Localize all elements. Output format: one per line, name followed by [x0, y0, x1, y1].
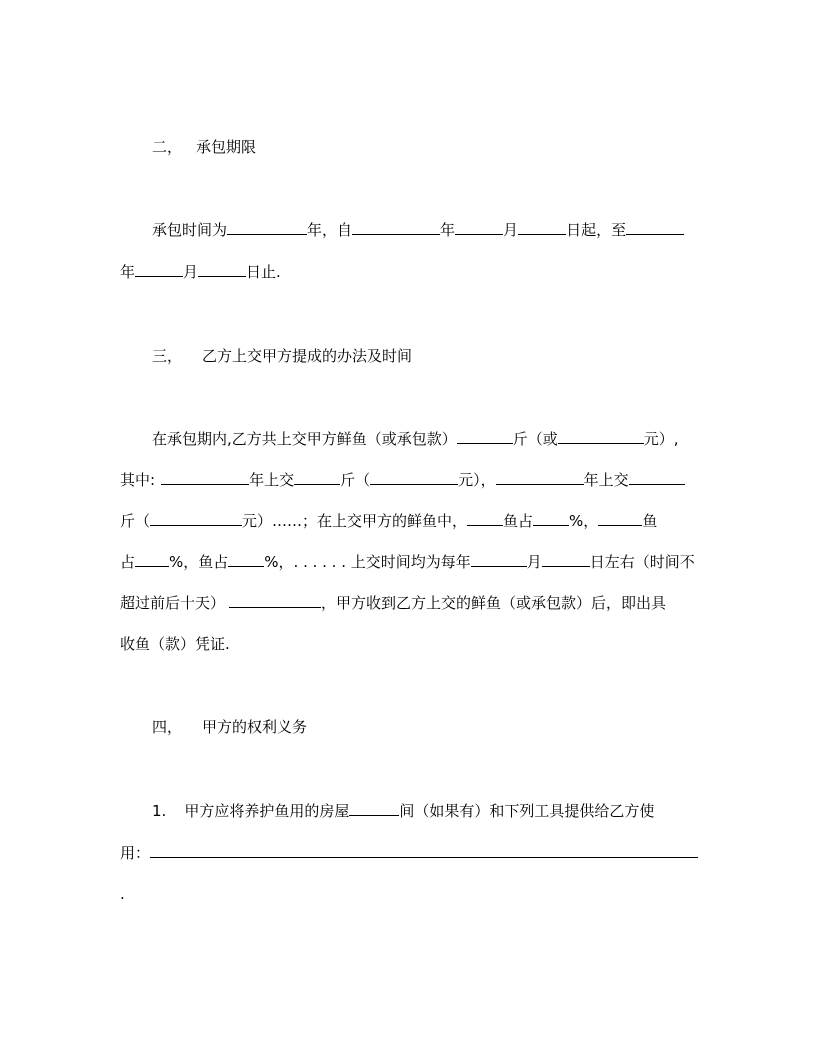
text-run: 年上交 [583, 471, 629, 489]
list-number: 1. [152, 802, 167, 820]
fill-blank[interactable] [349, 801, 399, 816]
text-run: 占 [120, 553, 136, 571]
text-run: 年 [120, 263, 136, 281]
text-run: 承包时间为 [152, 221, 228, 239]
text-run: 超过前后十天） [120, 594, 226, 612]
text-run: 其中: [120, 471, 156, 489]
text-run: 元）, [643, 430, 679, 448]
paragraph-line [152, 220, 684, 240]
fill-blank[interactable] [457, 429, 513, 444]
text-run: 日止. [246, 263, 281, 281]
heading-number: 二， [152, 138, 183, 156]
text-run: 用： [120, 844, 151, 862]
heading-text: 甲方的权利义务 [202, 718, 308, 736]
text-run: 月 [183, 263, 199, 281]
text-run: 日起，至 [566, 221, 627, 239]
heading-text: 承包期限 [196, 138, 257, 156]
paragraph-line [120, 634, 230, 654]
fill-blank[interactable] [598, 511, 642, 526]
section-heading-4 [152, 717, 307, 737]
text-run: 收鱼（款）凭证. [120, 635, 230, 653]
fill-blank[interactable] [558, 429, 644, 444]
heading-number: 四， [152, 718, 183, 736]
fill-blank[interactable] [467, 511, 503, 526]
text-run: 年 [440, 221, 456, 239]
paragraph-line [152, 429, 679, 449]
fill-blank[interactable] [294, 470, 340, 485]
fill-blank[interactable] [533, 511, 569, 526]
text-run: 年上交 [249, 471, 295, 489]
text-run: . [120, 885, 125, 903]
text-run: 甲方应将养护鱼用的房屋 [184, 802, 350, 820]
list-item [152, 801, 654, 821]
fill-blank[interactable] [496, 470, 584, 485]
paragraph-line [120, 593, 666, 613]
fill-blank[interactable] [471, 552, 527, 567]
fill-blank[interactable] [370, 470, 458, 485]
fill-blank[interactable] [150, 843, 698, 858]
paragraph-line [120, 552, 695, 572]
text-run: 年，自 [307, 221, 353, 239]
text-run: 在承包期内,乙方共上交甲方鲜鱼（或承包款） [152, 430, 457, 448]
fill-blank[interactable] [229, 593, 321, 608]
fill-blank[interactable] [626, 220, 684, 235]
text-run: 斤（ [120, 512, 151, 530]
paragraph-line [120, 511, 657, 531]
fill-blank[interactable] [198, 262, 246, 277]
fill-blank[interactable] [135, 552, 169, 567]
fill-blank[interactable] [629, 470, 685, 485]
text-run: 月 [526, 553, 542, 571]
paragraph-line [120, 262, 281, 282]
fill-blank[interactable] [228, 552, 264, 567]
text-run: %， [569, 512, 599, 530]
paragraph-line [120, 843, 698, 863]
fill-blank[interactable] [135, 262, 183, 277]
fill-blank[interactable] [227, 220, 307, 235]
text-run: ，甲方收到乙方上交的鲜鱼（或承包款）后，即出具 [321, 594, 667, 612]
fill-blank[interactable] [542, 552, 590, 567]
text-run: 间（如果有）和下列工具提供给乙方使 [399, 802, 655, 820]
text-run: %，鱼占 [169, 553, 229, 571]
text-run: 日左右（时间不 [589, 553, 695, 571]
text-run: 斤（或 [512, 430, 558, 448]
fill-blank[interactable] [150, 511, 242, 526]
text-run: 月 [503, 221, 519, 239]
text-run: 元）， [458, 471, 496, 489]
fill-blank[interactable] [352, 220, 440, 235]
fill-blank[interactable] [161, 470, 249, 485]
paragraph-line [120, 884, 125, 904]
heading-text: 乙方上交甲方提成的办法及时间 [202, 347, 413, 365]
section-heading-3 [152, 346, 412, 366]
text-run: 元）……；在上交甲方的鲜鱼中， [242, 512, 468, 530]
section-heading-2 [152, 137, 256, 157]
text-run: %，. . . . . . 上交时间均为每年 [264, 553, 471, 571]
text-run: 鱼 [642, 512, 658, 530]
fill-blank[interactable] [518, 220, 566, 235]
text-run: 鱼占 [503, 512, 534, 530]
fill-blank[interactable] [455, 220, 503, 235]
text-run: 斤（ [340, 471, 371, 489]
heading-number: 三， [152, 347, 183, 365]
paragraph-line [120, 470, 685, 490]
